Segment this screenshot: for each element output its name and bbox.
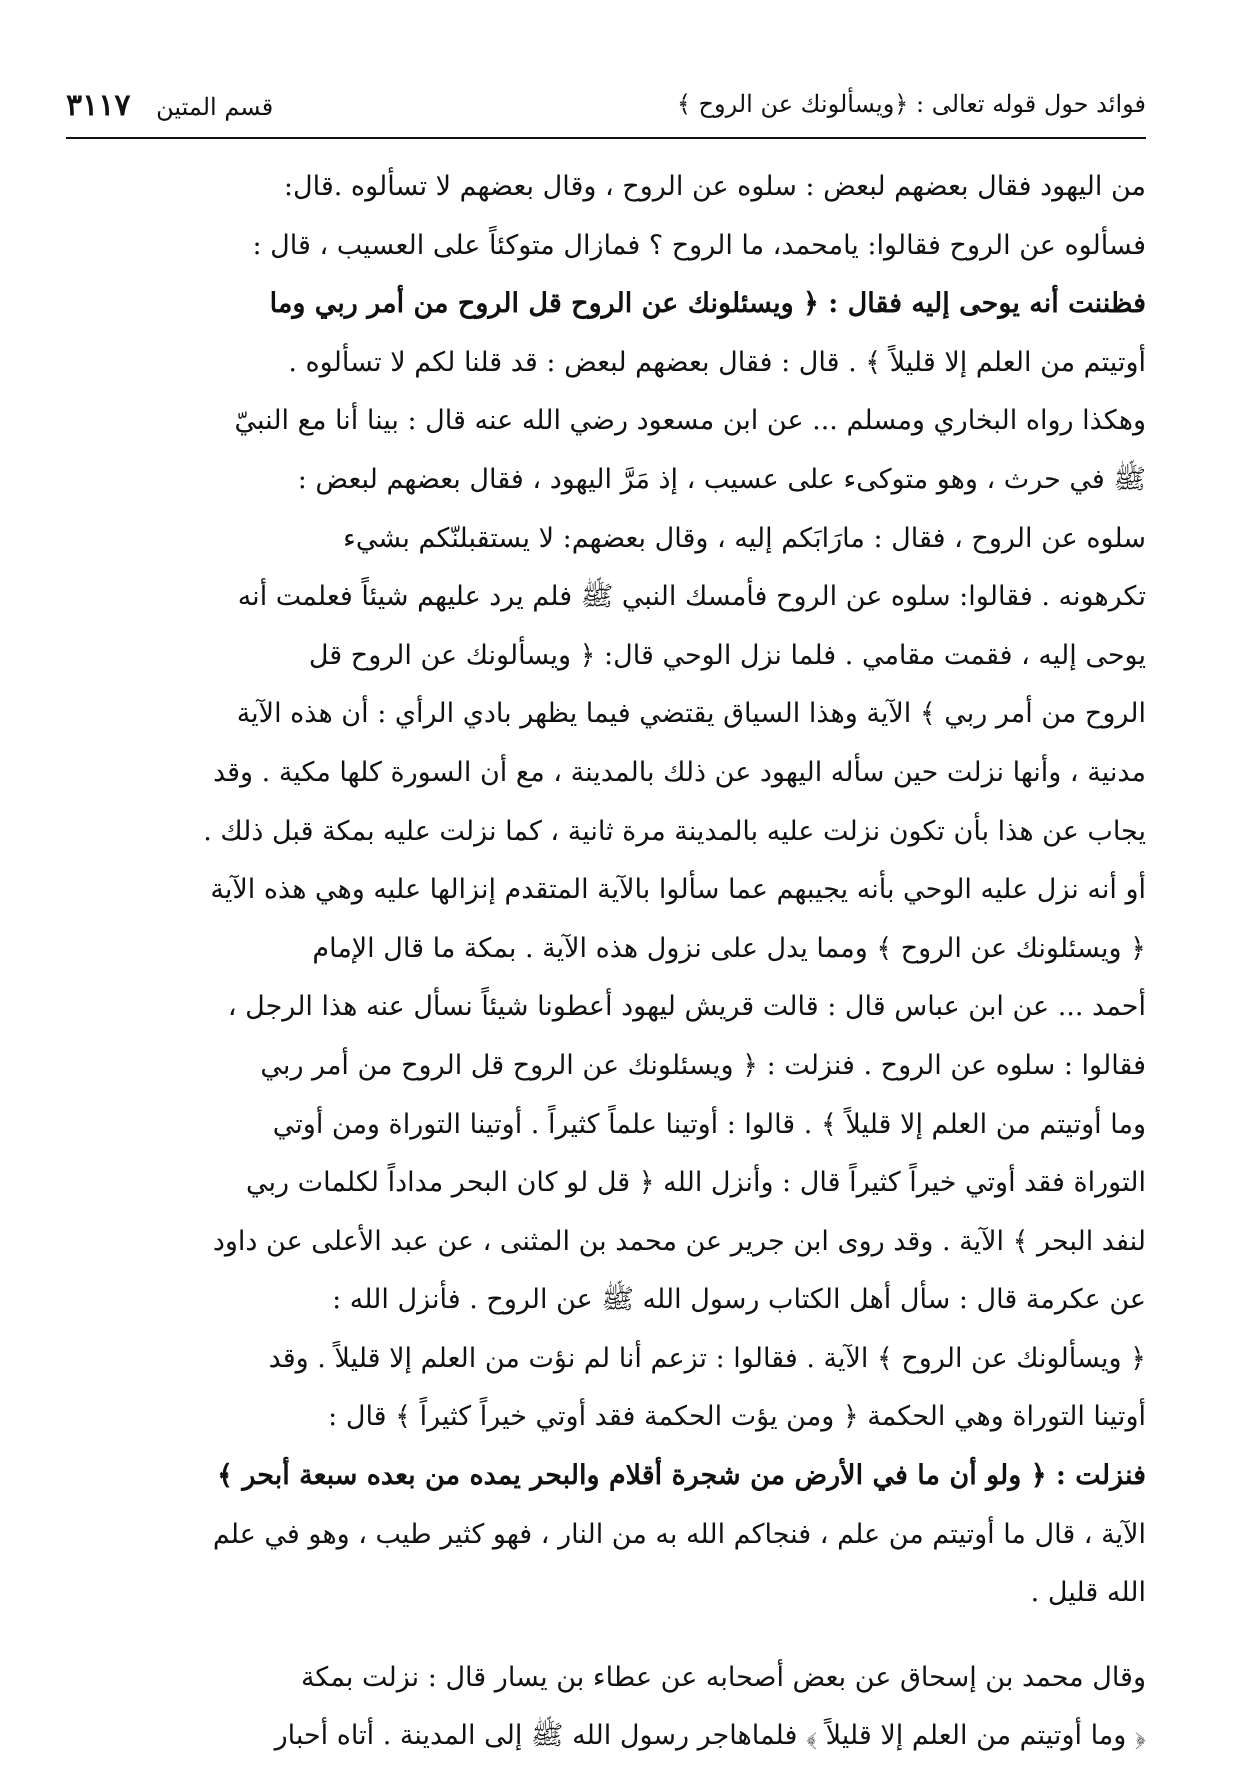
text-line: من اليهود فقال بعضهم لبعض : سلوه عن الروح ، وقال بعضهم لا تسألوه .قال: [283, 171, 1146, 202]
text-line: ﷺ في حرث ، وهو متوكىء على عسيب ، إذ مَرَّ اليهود ، فقال بعضهم لبعض : [297, 463, 1146, 495]
text-line: عن عكرمة قال : سأل أهل الكتاب رسول الله ﷺ عن الروح . فأنزل الله : [332, 1284, 1146, 1316]
text-line: وهكذا رواه البخاري ومسلم ... عن ابن مسعود رضي الله عنه قال : بينا أنا مع النبيّ [234, 405, 1146, 437]
text-line: أوتينا التوراة وهي الحكمة ﴿ ومن يؤت الحكمة فقد أوتي خيراً كثيراً ﴾ قال : [328, 1401, 1146, 1433]
text-line: ﴿ وما أوتيتم من العلم إلا قليلاً ﴾ فلماهاجر رسول الله ﷺ إلى المدينة . أتاه أحبار [274, 1720, 1146, 1752]
text-line: التوراة فقد أوتي خيراً كثيراً قال : وأنزل الله ﴿ قل لو كان البحر مداداً لكلمات ربي [246, 1167, 1146, 1199]
text-line: فنزلت : ﴿ ولو أن ما في الأرض من شجرة أقلام والبحر يمده من بعده سبعة أبحر ﴾ [217, 1460, 1146, 1492]
paragraph-gap [66, 1623, 1146, 1649]
text-line: سلوه عن الروح ، فقال : مارَابَكم إليه ، وقال بعضهم: لا يستقبلنّكم بشيء [343, 522, 1146, 554]
header-rule [66, 137, 1146, 139]
text-line: وما أوتيتم من العلم إلا قليلاً ﴾ . قالوا : أوتينا علماً كثيراً . أوتينا التوراة ومن أوتي [272, 1108, 1146, 1140]
text-line: ﴿ ويسألونك عن الروح ﴾ الآية . فقالوا : تزعم أنا لم نؤت من العلم إلا قليلاً . وقد [268, 1342, 1146, 1374]
section-name: قسم المتين [156, 93, 274, 121]
text-line: تكرهونه . فقالوا: سلوه عن الروح فأمسك النبي ﷺ فلم يرد عليهم شيئاً فعلمت أنه [237, 581, 1146, 613]
page-number: ٣١١٧ [66, 88, 131, 123]
text-line: ﴿ ويسئلونك عن الروح ﴾ ومما يدل على نزول هذه الآية . بمكة ما قال الإمام [312, 932, 1146, 964]
text-line: أو أنه نزل عليه الوحي بأنه يجيبهم عما سألوا بالآية المتقدم إنزالها عليه وهي هذه الآية [210, 874, 1146, 906]
text-line: أوتيتم من العلم إلا قليلاً ﴾ . قال : فقال بعضهم لبعض : قد قلنا لكم لا تسألوه . [288, 346, 1146, 378]
text-line: فظننت أنه يوحى إليه فقال : ﴿ ويسئلونك عن الروح قل الروح من أمر ربي وما [269, 288, 1146, 320]
text-line: لنفد البحر ﴾ الآية . وقد روى ابن جرير عن محمد بن المثنى ، عن عبد الأعلى عن داود [212, 1225, 1146, 1257]
text-line: أحمد ... عن ابن عباس قال : قالت قريش ليهود أعطونا شيئاً نسأل عنه هذا الرجل ، [227, 991, 1146, 1023]
running-title: فوائد حول قوله تعالى : ﴿ويسألونك عن الروح ﴾ [676, 90, 1146, 118]
page-header [66, 80, 1146, 136]
text-line: الروح من أمر ربي ﴾ الآية وهذا السياق يقتضي فيما يظهر بادي الرأي : أن هذه الآية [236, 698, 1146, 730]
text-line: فسألوه عن الروح فقالوا: يامحمد، ما الروح ؟ فمازال متوكئاً على العسيب ، قال : [252, 229, 1146, 261]
text-line: يجاب عن هذا بأن تكون نزلت عليه بالمدينة مرة ثانية ، كما نزلت عليه بمكة قبل ذلك . [203, 815, 1146, 847]
text-line: يوحى إليه ، فقمت مقامي . فلما نزل الوحي قال: ﴿ ويسألونك عن الروح قل [308, 639, 1146, 671]
text-line: وقال محمد بن إسحاق عن بعض أصحابه عن عطاء بن يسار قال : نزلت بمكة [300, 1661, 1146, 1693]
page-info [66, 88, 273, 123]
text-line: مدنية ، وأنها نزلت حين سأله اليهود عن ذلك بالمدينة ، مع أن السورة كلها مكية . وقد [212, 756, 1146, 788]
text-line: فقالوا : سلوه عن الروح . فنزلت : ﴿ ويسئلونك عن الروح قل الروح من أمر ربي [260, 1049, 1146, 1081]
text-line: الآية ، قال ما أوتيتم من علم ، فنجاكم الله به من النار ، فهو كثير طيب ، وهو في علم [212, 1518, 1146, 1550]
body-text [66, 158, 1146, 1766]
text-line: الله قليل . [1030, 1577, 1146, 1609]
